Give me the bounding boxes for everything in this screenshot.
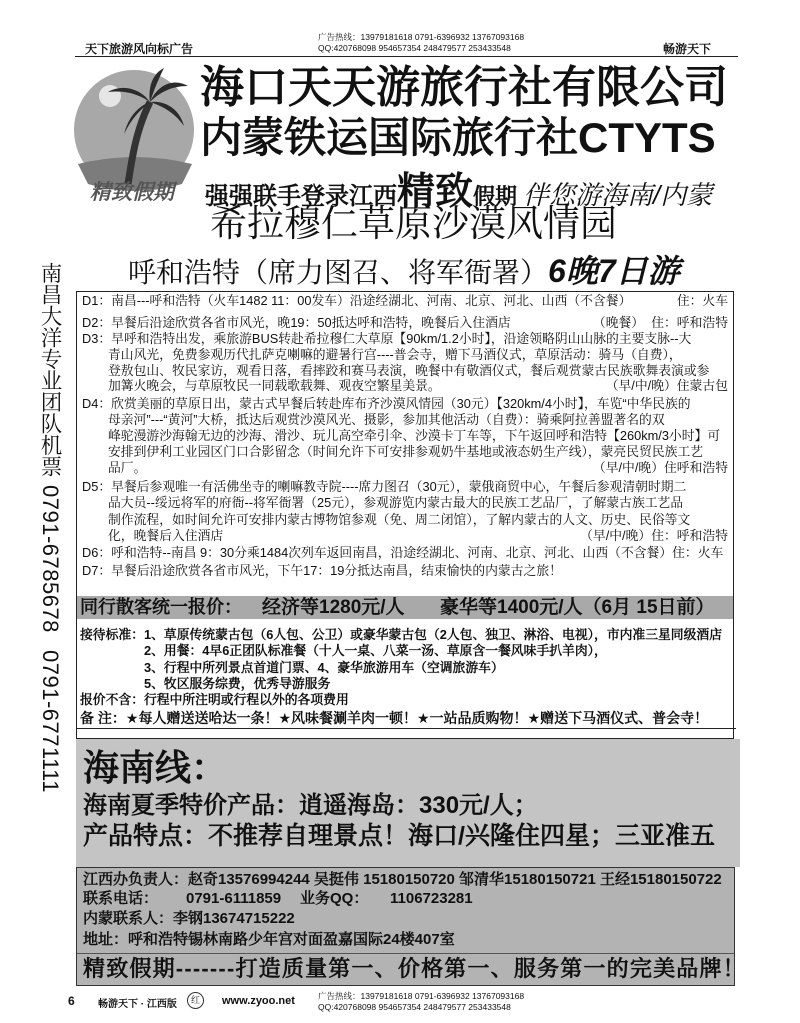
day-4-line: 母亲河”---“黄河”大桥，抵达后观赏沙漠风光、摄影，参加其他活动（自费）：骑乘阿拉善盟著名的双 [108, 412, 665, 427]
day-text: 早餐后参观唯一有活佛坐寺的喇嘛教寺院----席力图召（30元），蒙俄商贸中心，午餐后参观清朝时期二 [111, 479, 687, 494]
day-3-note: （早/中/晚）住蒙古包 [605, 378, 728, 393]
gift-notes: 备 注：★每人赠送送哈达一条！★风味餐涮羊肉一顿！★一站品质购物！★赠送下马酒仪式、普会寺！ [80, 710, 709, 726]
day-label: D4： [82, 396, 112, 411]
day-5-line: 化，晚餐后入住酒店 [108, 528, 224, 543]
tagline [205, 160, 713, 213]
day-text: 早呼和浩特出发，乘旅游BUS转赴希拉穆仁大草原【90km/1.2小时】，沿途领略阴山山脉的主要支脉--大 [111, 331, 692, 346]
footer-edition: 畅游天下 · 江西版 [98, 999, 177, 1010]
footer-qq: QQ:420768098 954657354 248479577 253433548 [318, 1002, 511, 1012]
header-brand: 畅游天下 [663, 42, 712, 56]
contact-divider [77, 953, 734, 954]
itinerary-day-5 [82, 479, 686, 495]
day-label: D7： [82, 563, 112, 578]
tagline-part-c: 假期 [473, 184, 518, 209]
day-label: D5： [82, 479, 112, 494]
itinerary-day-1 [82, 293, 631, 309]
route-duration: 6晚7日游 [548, 253, 680, 289]
day-label: D2： [82, 315, 112, 330]
day-text: 呼和浩特--南昌 9：30分乘1484次列车返回南昌，沿途经湖北、河南、北京、河北、山西（不含餐）住：火车 [111, 545, 724, 560]
tagline-part-a: 强强联手登录江西 [205, 183, 397, 210]
header-qq: QQ:420768098 954657354 248479577 253433548 [318, 43, 511, 53]
contact-phone-label: 联系电话： [83, 890, 159, 907]
hainan-heading: 海南线： [83, 747, 228, 788]
day-label: D1： [82, 293, 112, 308]
day-label: D3： [82, 331, 112, 346]
company-title-haikou: 海口天天游旅行社有限公司 [200, 63, 728, 112]
itinerary-day-2 [82, 315, 511, 331]
day-3-line: 青山风光，免费参观历代扎萨克喇嘛的避暑行宫----普会寺，赠下马酒仪式，草原活动：骑马（自费）， [108, 347, 682, 362]
header-divider [75, 56, 738, 57]
day-2-note: （晚餐） 住：呼和浩特 [592, 315, 728, 330]
standards-line-2: 2、用餐：4早6正团队标准餐（十人一桌、八菜一汤、草原含一餐风味手扒羊肉）， [144, 643, 607, 658]
itinerary-day-3 [82, 331, 691, 347]
day-4-line: 安排到伊利工业园区门口合影留念（时间允许下可安排参观奶牛基地或液态奶生产线），蒙亮民贸民族工艺 [108, 444, 704, 459]
hainan-features: 产品特点：不推荐自理景点！海口/兴隆住四星；三亚准五 [83, 822, 715, 850]
day-5-line: 品大员--绥远将军的府衙--将军衙署（25元），参观游览内蒙古最大的民族工艺品厂，了解蒙古族工艺品 [108, 495, 684, 510]
day-text: 欣赏美丽的草原日出，蒙古式早餐后转赴库布齐沙漠风情园（30元）【320km/4小时】，车览“中华民族的 [111, 396, 691, 411]
logo-text: 精致假期 [90, 181, 174, 204]
hainan-special-offer: 海南夏季特价产品：逍遥海岛：330元/人； [83, 792, 538, 819]
day-3-line: 加篝火晚会，与草原牧民一同载歌载舞、观夜空繁星美景。 [108, 378, 441, 393]
side-ad-phone-2: 0791-6771111 [38, 650, 63, 794]
day-text: 南昌---呼和浩特（火车1482 11：00发车）沿途经湖北、河南、北京、河北、山西（不含餐） [111, 293, 632, 308]
footer-site: www.zyoo.net [222, 995, 295, 1007]
footer-badge: 红 [187, 992, 204, 1009]
day-1-note: 住：火车 [676, 293, 728, 308]
price-label: 同行散客统一报价： [80, 597, 242, 617]
day-4-line: 峰驼漫游沙海翰无边的沙海、滑沙、玩儿高空牵引伞、沙漠卡丁车等，下午返回呼和浩特【260km/3小时】可 [108, 428, 721, 443]
day-4-line: 品厂。 [108, 460, 147, 475]
route-name: 呼和浩特（席力图召、将军衙署） [128, 257, 549, 288]
header-hotline: 广告热线：13979181618 0791-6396932 13767093168 [318, 32, 525, 42]
footer-hotline: 广告热线：13979181618 0791-6396932 13767093168 [318, 991, 525, 1001]
contact-qq: 1106723281 [390, 890, 473, 907]
day-5-line: 制作流程，如时间允许可安排内蒙古博物馆参观（免、周二闭馆），了解内蒙古的人文、历史、民俗等文 [108, 512, 691, 527]
side-ad-phone-1: 0791-6785678 [38, 485, 63, 633]
header-section-label: 天下旅游风向标广告 [85, 42, 194, 56]
contact-phone: 0791-6111859 [186, 890, 282, 907]
day-3-line: 登敖包山、牧民家访，观看日落，看摔跤和赛马表演，晚餐中有敬酒仪式，餐后观赏蒙古民族歌舞表演或参 [108, 363, 710, 378]
contact-managers: 江西办负责人：赵奇13576994244 吴挺伟 15180150720 邹清华15180150721 王经15180150722 [83, 871, 722, 888]
brand-slogan: 精致假期-------打造质量第一、价格第一、服务第一的完美品牌！ [83, 956, 746, 981]
tagline-part-d: 伴您游海南/内蒙 [523, 180, 713, 210]
price-economy: 经济等1280元/人 [262, 597, 405, 618]
standards-line-1: 接待标准：1、草原传统蒙古包（6人包、公卫）或豪华蒙古包（2人包、独卫、淋浴、电视），市内准三星同级酒店 [80, 627, 722, 642]
itinerary-day-7 [82, 563, 562, 579]
price-excludes: 报价不含：行程中所注明或行程以外的各项费用 [80, 692, 349, 707]
day-label: D6： [82, 545, 112, 560]
day-text: 早餐后沿途欣赏各省市风光，晚19：50抵达呼和浩特，晚餐后入住酒店 [111, 315, 511, 330]
price-luxury: 豪华等1400元/人（6月 15日前） [440, 597, 715, 618]
itinerary-day-4 [82, 396, 691, 412]
page-number: 6 [68, 994, 75, 1008]
day-text: 早餐后沿途欣赏各省市风光，下午17：19分抵达南昌，结束愉快的内蒙古之旅！ [111, 563, 562, 578]
standards-line-3: 3、行程中所列景点首道门票、4、豪华旅游用车（空调旅游车） [144, 660, 504, 675]
route-title [128, 254, 680, 290]
notes-underline [77, 728, 736, 729]
company-title-neimeng: 内蒙铁运国际旅行社CTYTS [200, 114, 716, 161]
contact-address: 地址：呼和浩特锡林南路少年宫对面盈嘉国际24楼407室 [83, 931, 455, 948]
contact-inner-mongolia: 内蒙联系人：李钢13674715222 [83, 910, 295, 927]
day-4-note: （早/中/晚）住呼和浩特 [592, 460, 728, 475]
day-5-note: （早/中/晚）住：呼和浩特 [580, 528, 728, 543]
standards-line-4: 5、牧区服务综费，优秀导游服务 [144, 676, 331, 691]
itinerary-day-6 [82, 545, 723, 561]
park-title: 希拉穆仁草原沙漠风情园 [210, 203, 617, 244]
side-ad-name: 南昌大洋专业团队机票 [38, 262, 62, 477]
contact-qq-label: 业务QQ： [300, 890, 369, 907]
tagline-part-b: 精致 [397, 171, 474, 213]
